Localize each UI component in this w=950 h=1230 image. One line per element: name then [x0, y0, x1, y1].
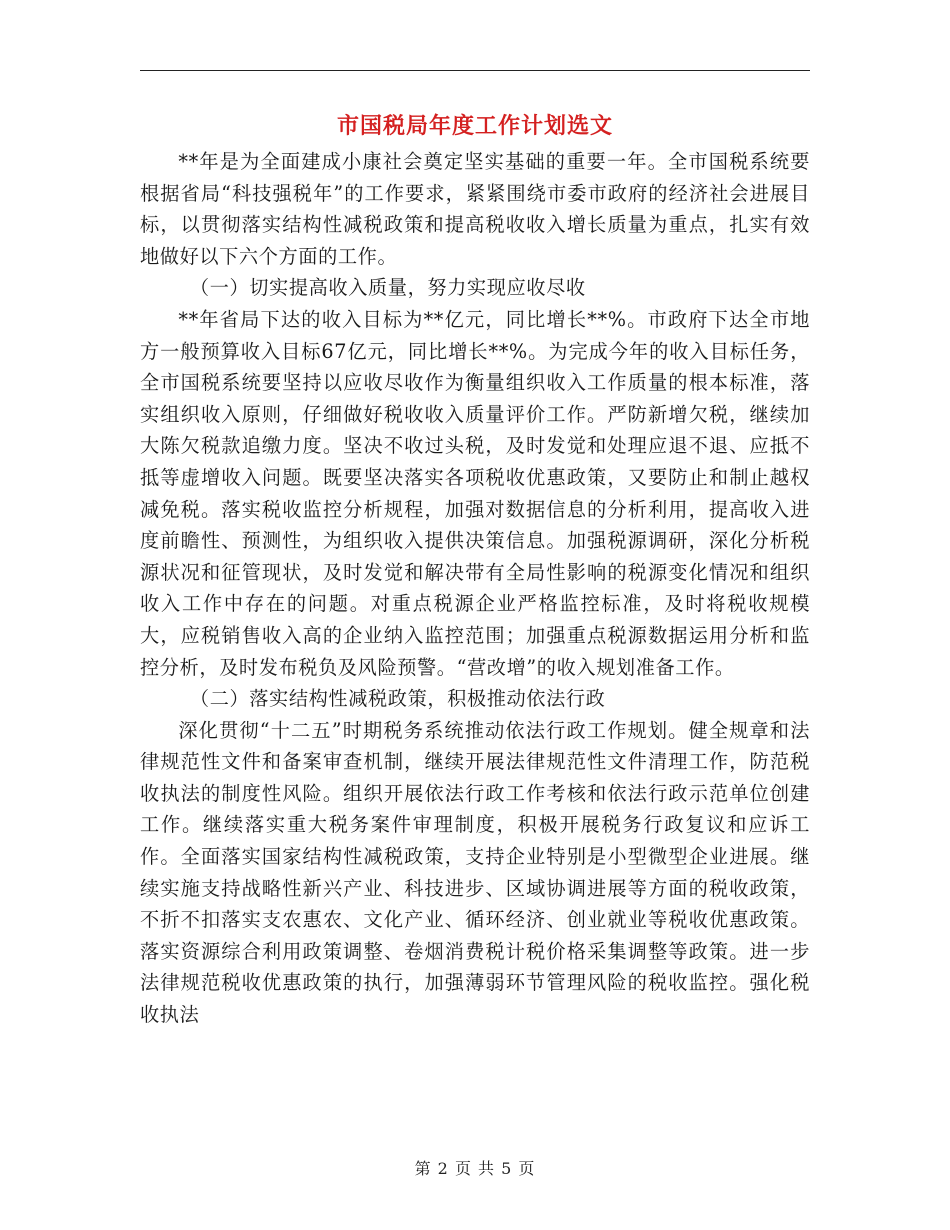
header-rule: [140, 70, 810, 71]
page-number: 第 2 页 共 5 页: [414, 1159, 536, 1178]
section-heading-1: （一）切实提高收入质量，努力实现应收尽收: [189, 276, 586, 300]
section-1-paragraph: **年省局下达的收入目标为**亿元，同比增长**%。市政府下达全市地方一般预算收入目标67亿元，同比增长**%。为完成今年的收入目标任务，全市国税系统要坚持以应收尽收作为衡量组织收入工作质量的根本标准，落实组织收入原则，仔细做好税收收入质量评价工作。严防新增欠税，继续加大陈欠税款追缴力度。坚决不收过头税，及时发觉和处理应退不退、应抵不抵等虚增收入问题。既要坚决落实各项税收优惠政策，又要防止和制止越权减免税。落实税收监控分析规程，加强对数据信息的分析利用，提高收入进度前瞻性、预测性，为组织收入提供决策信息。加强税源调研，深化分析税源状况和征管现状，及时发觉和解决带有全局性影响的税源变化情况和组织收入工作中存在的问题。对重点税源企业严格监控标准，及时将税收规模大，应税销售收入高的企业纳入监控范围；加强重点税源数据运用分析和监控分析，及时发布税负及风险预警。“营改增”的收入规划准备工作。: [140, 307, 810, 679]
intro-paragraph: **年是为全面建成小康社会奠定坚实基础的重要一年。全市国税系统要根据省局“科技强税年”的工作要求，紧紧围绕市委市政府的经济社会进展目标，以贯彻落实结构性减税政策和提高税收收入增长质量为重点，扎实有效地做好以下六个方面的工作。: [140, 150, 810, 268]
section-heading-2: （二）落实结构性减税政策，积极推动依法行政: [189, 687, 606, 711]
document-title: 市国税局年度工作计划选文: [336, 113, 613, 139]
document-body: [140, 146, 810, 1031]
section-2-paragraph: 深化贯彻“十二五”时期税务系统推动依法行政工作规划。健全规章和法律规范性文件和备案审查机制，继续开展法律规范性文件清理工作，防范税收执法的制度性风险。组织开展依法行政工作考核和依法行政示范单位创建工作。继续落实重大税务案件审理制度，积极开展税务行政复议和应诉工作。全面落实国家结构性减税政策，支持企业特别是小型微型企业进展。继续实施支持战略性新兴产业、科技进步、区域协调进展等方面的税收政策，不折不扣落实支农惠农、文化产业、循环经济、创业就业等税收优惠政策。落实资源综合利用政策调整、卷烟消费税计税价格采集调整等政策。进一步法律规范税收优惠政策的执行，加强薄弱环节管理风险的税收监控。强化税收执法: [140, 718, 810, 1027]
